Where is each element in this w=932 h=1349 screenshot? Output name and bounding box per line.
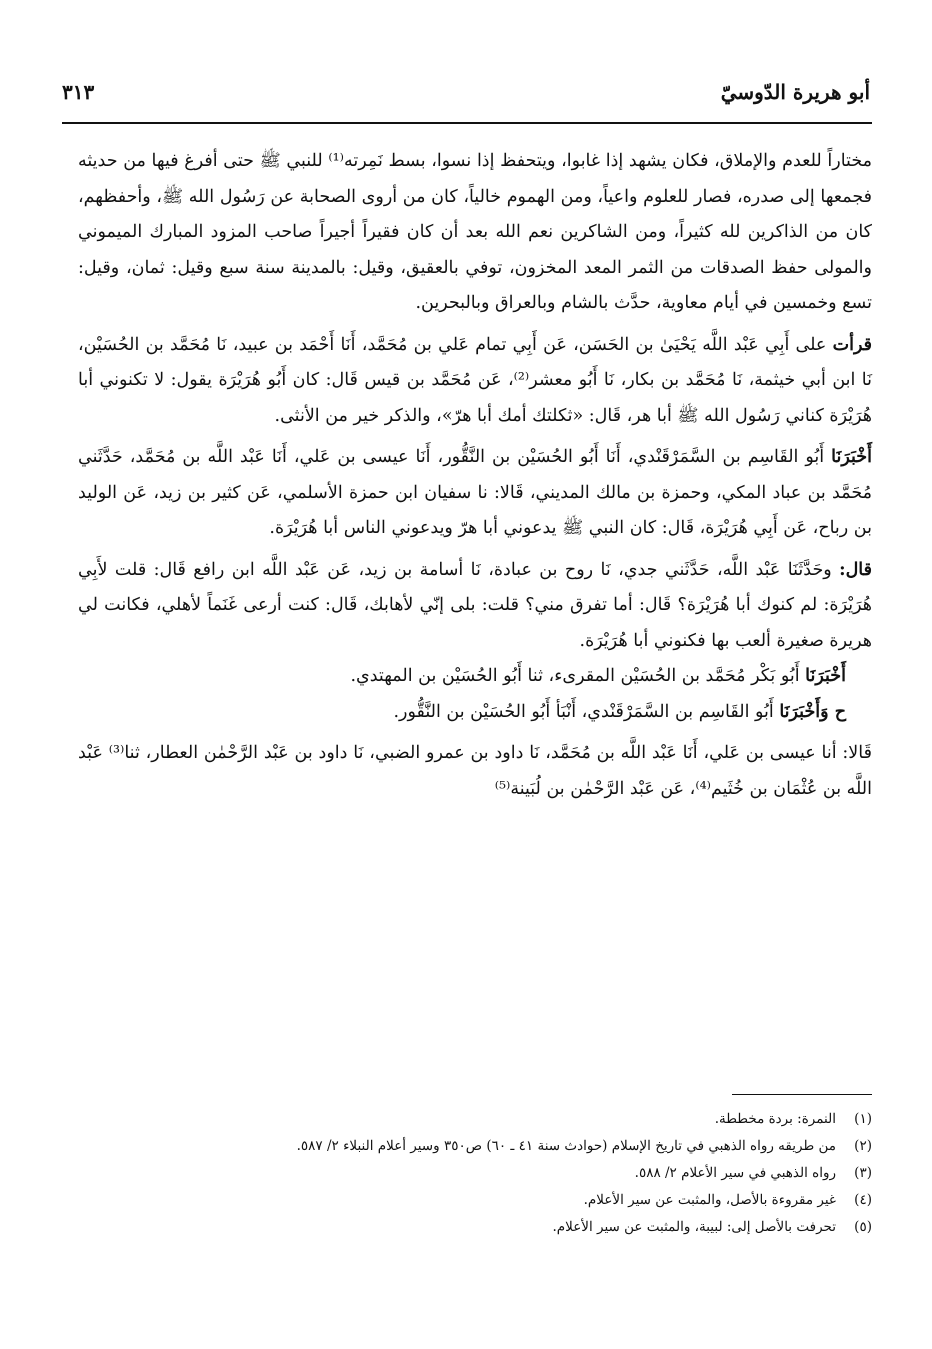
paragraph-text: وحَدَّثَنَا عَبْد اللَّه، حَدَّثَني جدي، نَا روح بن عبادة، نَا أسامة بن زيد، عَن عَبْد اللَّه ابن رافع قَال: قلت لأَبِي هُرَيْرَة: لم كنوك أبا هُرَيْرَة؟ قَال: أما تفرق مني؟ قلت: بلى إنّي لأهابك، قَال: كنت أرعى غَنَماً لأهلي، فكانت لي هريرة صغيرة ألعب بها فكنوني أبا هُرَيْرَة. [78,559,872,651]
footnote-text: تحرفت بالأصل إلى: لبيبة، والمثبت عن سير الأعلام. [552,1219,836,1235]
footnote-item [82,1187,872,1214]
footnote-number: (٣) [854,1165,872,1181]
footnote-text: غير مقروءة بالأصل، والمثبت عن سير الأعلام. [583,1192,836,1208]
paragraph-lead: قال: [839,559,872,580]
paragraph-qal [78,553,872,660]
paragraph-text: قَالا: أنا عيسى بن عَلي، أَنَا عَبْد اللَّه بن مُحَمَّد، نَا داود بن عمرو الضبي، نَا داود بن عَبْد الرَّحْمٰن العطار، ثنا⁽³⁾ عَبْد اللَّه بن عُثْمَان بن خُثَيم⁽⁴⁾، عَن عَبْد الرَّحْمٰن بن لُبَينة⁽⁵⁾ [78,743,872,799]
footnote-text: النمرة: بردة مخططة. [714,1111,836,1127]
paragraph-biography [78,144,872,322]
paragraph-lead: أَخْبَرَنَا [831,447,872,467]
footnote-text: من طريقه رواه الذهبي في تاريخ الإسلام (حوادث سنة ٤١ ـ ٦٠) ص٣٥٠ وسير أعلام النبلاء ٢/ ٥٨٧. [296,1138,836,1154]
paragraph-lead: ح وَأَخْبَرَنَا [779,701,846,722]
paragraph-text: على أَبِي عَبْد اللَّه يَحْيَىٰ بن الحَسَن، عَن أَبِي تمام عَلي بن مُحَمَّد، أَنَا أَحْمَد بن عبيد، نَا مُحَمَّد بن الحُسَيْن، نَا ابن أبي خيثمة، نَا مُحَمَّد بن بكار، نَا أَبُو معشر⁽²⁾، عَن مُحَمَّد بن قيس قَال: كان أَبُو هُرَيْرَة يقول: لا تكنوني أبا هُرَيْرَة كناني رَسُول الله ﷺ أبا هر، قَال: «ثكلتك أمك أبا هرّ»، والذكر خير من الأنثى. [78,334,873,426]
footnote-number: (١) [854,1111,872,1127]
footnote-number: (٢) [854,1138,872,1154]
footnote-item [82,1160,872,1187]
paragraph-text: مختاراً للعدم والإملاق، فكان يشهد إذا غابوا، ويتحفظ إذا نسوا، بسط نَمِرته⁽¹⁾ للنبي ﷺ حتى أفرغ فيها من حديثه فجمعها إلى صدره، فصار للعلوم واعياً، ومن الهموم خالياً، كان من أروى الصحابة عن رَسُول الله ﷺ، وأحفظهم، كان من الذاكرين لله كثيراً، ومن الشاكرين نعم الله بعد أن كان فقيراً أجيراً صاحب المزود المبارك الميموني والمولى حفظ الصدقات من الثمر المعد المخزون، توفي بالعقيق، وقيل: بالمدينة سنة سبع وقيل: ثمان، وقيل: تسع وخمسين في أيام معاوية، حدَّث بالشام وبالعراق وبالبحرين. [78,151,872,313]
paragraph-wa-akhbarana [78,695,872,731]
header-rule [62,122,872,124]
running-title: أبو هريرة الدّوسيّ [720,80,870,104]
paragraph-qala [78,736,872,807]
paragraph-text: أَبُو القَاسِم بن السَّمَرْقَنْدي، أَنَا أَبُو الحُسَيْن بن النَّقُّور، أَنَا عيسى بن عَلي، أَنَا عَبْد اللَّه بن مُحَمَّد، حَدَّثَني مُحَمَّد بن عباد المكي، وحمزة بن مالك المديني، قَالا: نا سفيان ابن حمزة الأسلمي، عَن كثير بن زيد، عَن الوليد بن رباح، عَن أَبِي هُرَيْرَة، قَال: كان النبي ﷺ يدعوني أبا هرّ ويدعوني الناس أبا هُرَيْرَة. [78,447,872,538]
footnote-number: (٥) [854,1219,872,1235]
footnote-number: (٤) [854,1192,872,1208]
paragraph-qaraat [78,328,872,435]
page-header [62,78,870,112]
footnote-item [82,1214,872,1241]
footnote-text: رواه الذهبي في سير الأعلام ٢/ ٥٨٨. [634,1165,836,1181]
footnote-item [82,1106,872,1133]
footnotes [82,1106,872,1241]
paragraph-text: أَبُو بَكْر مُحَمَّد بن الحُسَيْن المقرىء، ثنا أَبُو الحُسَيْن بن المهتدي. [350,666,806,686]
paragraph-akhbarana-2 [78,659,872,695]
main-text [78,144,872,807]
page-number: ٣١٣ [62,80,95,104]
paragraph-text: أَبُو القَاسِم بن السَّمَرْقَنْدي، أَنْبَأ أَبُو الحُسَيْن بن النَّقُّور. [393,701,780,722]
paragraph-lead: قرأت [832,334,872,355]
footnote-rule [732,1094,872,1095]
paragraph-lead: أَخْبَرَنَا [805,666,846,686]
footnote-item [82,1133,872,1160]
paragraph-akhbarana-1 [78,440,872,547]
